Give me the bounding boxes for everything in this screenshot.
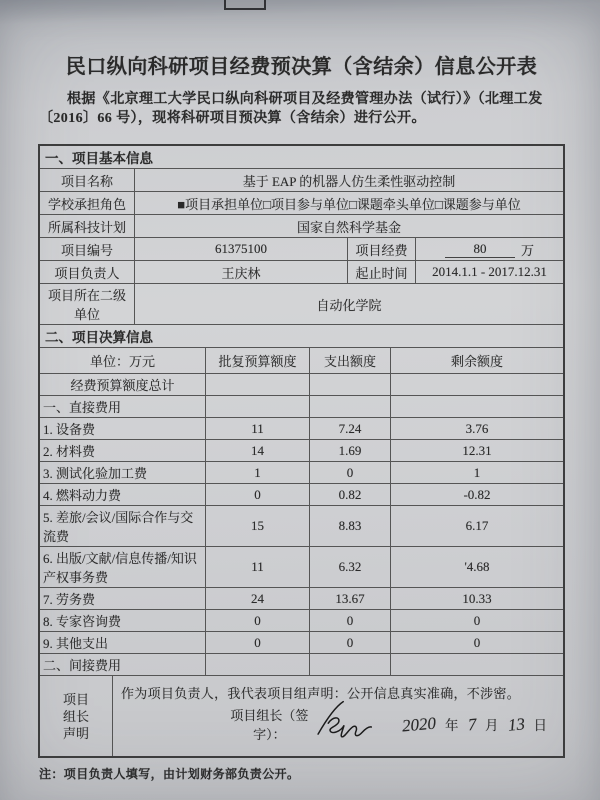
signature-label: 项目组长（签字）：: [230, 708, 309, 742]
row-budget: 14: [205, 440, 309, 461]
budget-row-travel-conference: [40, 505, 563, 546]
section-budget-header: [40, 324, 563, 347]
department-label: 项目所在二级单位: [47, 288, 126, 322]
budget-row-fuel-power: [40, 483, 563, 505]
row-remaining: 0: [390, 632, 563, 653]
row-spent: 7.24: [309, 418, 390, 439]
funding-unit: 万: [520, 242, 534, 258]
school-role-checkboxes: ■项目承担单位□项目参与单位□课题牵头单位□课题参与单位: [134, 192, 563, 214]
row-code-funding: [40, 237, 563, 260]
row-spent: 0: [309, 462, 390, 483]
row-label: 5. 差旅/会议/国际合作与交流费: [43, 510, 194, 544]
date-year-suffix: 年: [445, 717, 459, 733]
row-label: 二、间接费用: [43, 658, 122, 673]
row-remaining: 10.33: [390, 588, 563, 609]
period-label: 起止时间: [347, 261, 415, 283]
row-spent: [309, 374, 390, 395]
row-budget: 0: [205, 610, 309, 631]
date-day-handwritten: 13: [506, 713, 526, 735]
row-budget: 11: [205, 418, 309, 439]
row-spent: 0: [309, 632, 390, 653]
row-budget: [205, 396, 309, 417]
row-remaining: 0: [390, 610, 563, 631]
row-spent: 13.67: [309, 588, 390, 609]
row-remaining: 6.17: [390, 506, 563, 546]
row-leader-period: [40, 260, 563, 283]
row-remaining: [390, 396, 563, 417]
program-value: 国家自然科学基金: [134, 215, 563, 237]
row-budget: 0: [205, 484, 309, 505]
project-code-label: 项目编号: [60, 242, 113, 258]
row-remaining: [390, 654, 563, 675]
budget-row-materials: [40, 439, 563, 461]
row-label: 6. 出版/文献/信息传播/知识产权事务费: [43, 551, 197, 585]
budget-row-indirect-costs: [40, 653, 563, 675]
row-spent: [309, 654, 390, 675]
funding-label: 项目经费: [347, 238, 415, 260]
row-budget: 11: [205, 547, 309, 587]
row-remaining: '4.68: [390, 547, 563, 587]
row-spent: 0.82: [309, 484, 390, 505]
signature-date: [402, 714, 553, 735]
col-spent: 支出额度: [309, 348, 390, 373]
department-value: 自动化学院: [134, 284, 563, 324]
funding-amount: 80: [445, 241, 515, 258]
col-approved-budget: 批复预算额度: [205, 348, 309, 373]
row-budget: 24: [205, 588, 309, 609]
project-name-value: 基于 EAP 的机器人仿生柔性驱动控制: [134, 169, 563, 191]
budget-row-total: [40, 373, 563, 395]
row-label: 7. 劳务费: [43, 592, 96, 607]
row-budget: [205, 654, 309, 675]
declaration-label: 项目 组长 声明: [62, 691, 89, 741]
leader-value: 王庆林: [134, 261, 347, 283]
row-budget: 0: [205, 632, 309, 653]
date-month-suffix: 月: [485, 717, 499, 733]
row-label: 8. 专家咨询费: [43, 614, 122, 629]
period-value: 2014.1.1 - 2017.12.31: [415, 261, 563, 283]
project-code-value: 61375100: [134, 238, 347, 260]
row-label: 3. 测试化验加工费: [43, 466, 148, 481]
intro-paragraph: 根据《北京理工大学民口纵向科研项目及经费管理办法（试行）》（北理工发〔2016〕66 号），现将科研项目预决算（含结余）进行公开。: [39, 92, 543, 126]
disclosure-form-table: [38, 144, 565, 758]
section-basic-info-header: [40, 146, 563, 168]
row-label: 经费预算额度总计: [70, 378, 175, 393]
budget-row-labor: [40, 587, 563, 609]
row-school-role: [40, 191, 563, 214]
budget-columns-header: [40, 347, 563, 373]
row-spent: [309, 396, 390, 417]
date-day-suffix: 日: [533, 717, 547, 733]
funding-value-cell: [415, 238, 563, 260]
section-basic-info-title: 一、项目基本信息: [45, 151, 153, 166]
row-spent: 8.83: [309, 506, 390, 546]
row-budget: 15: [205, 506, 309, 546]
leader-label: 项目负责人: [54, 265, 120, 281]
declaration-row: [40, 675, 563, 756]
row-remaining: [390, 374, 563, 395]
budget-row-publication-ip: [40, 546, 563, 587]
row-label: 9. 其他支出: [43, 636, 109, 651]
row-label: 一、直接费用: [43, 400, 122, 415]
row-department: [40, 283, 563, 324]
row-spent: 0: [309, 610, 390, 631]
footnote: 注：项目负责人填写，由计划财务部负责公开。: [39, 767, 300, 781]
row-remaining: -0.82: [390, 484, 563, 505]
page-title: 民口纵向科研项目经费预决算（含结余）信息公开表: [65, 56, 538, 78]
program-label: 所属科技计划: [47, 219, 126, 235]
budget-row-expert-consulting: [40, 609, 563, 631]
date-month-handwritten: 7: [466, 714, 477, 734]
section-budget-title: 二、项目决算信息: [45, 330, 153, 345]
declaration-body: [112, 676, 563, 756]
row-remaining: 12.31: [390, 440, 563, 461]
row-budget: 1: [205, 462, 309, 483]
row-label: 4. 燃料动力费: [43, 488, 122, 503]
row-label: 1. 设备费: [43, 422, 96, 437]
declaration-statement: 作为项目负责人，我代表项目组声明：公开信息真实准确，不涉密。: [121, 686, 521, 701]
row-remaining: 1: [390, 462, 563, 483]
handwritten-signature: [313, 696, 398, 739]
school-role-label: 学校承担角色: [47, 196, 126, 212]
signature-row: [113, 704, 563, 748]
row-spent: 6.32: [309, 547, 390, 587]
row-label: 2. 材料费: [43, 444, 96, 459]
budget-row-direct-costs: [40, 395, 563, 417]
row-remaining: 3.76: [390, 418, 563, 439]
budget-row-other: [40, 631, 563, 653]
budget-row-equipment: [40, 417, 563, 439]
budget-row-testing: [40, 461, 563, 483]
row-program: [40, 214, 563, 237]
col-remaining: 剩余额度: [390, 348, 563, 373]
row-spent: 1.69: [309, 440, 390, 461]
project-name-label: 项目名称: [60, 173, 113, 189]
date-year-handwritten: 2020: [401, 713, 437, 735]
row-project-name: [40, 168, 563, 191]
row-budget: [205, 374, 309, 395]
unit-header: 单位：万元: [89, 354, 155, 369]
